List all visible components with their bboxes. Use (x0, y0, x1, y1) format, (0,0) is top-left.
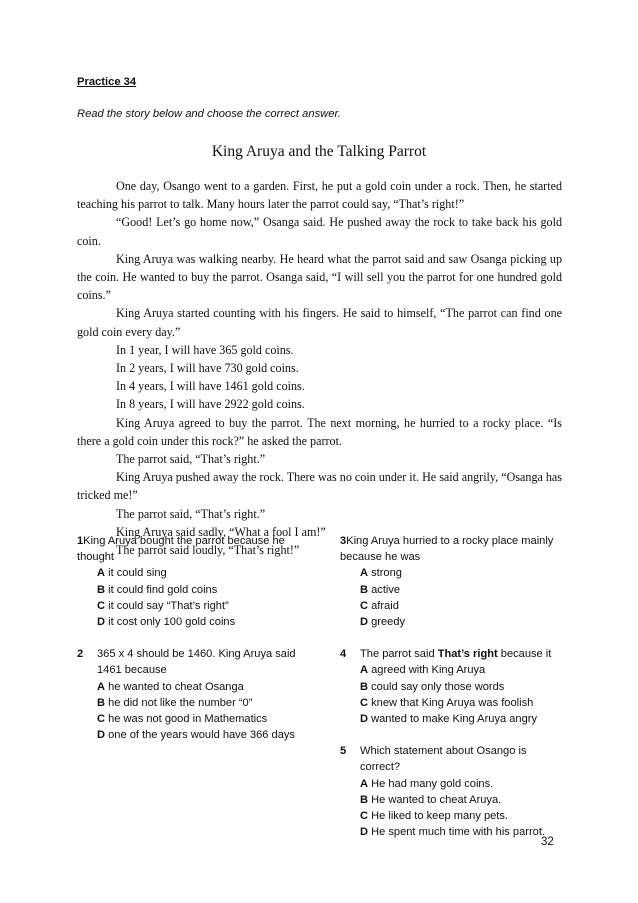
story-paragraph: King Aruya was walking nearby. He heard what the parrot said and saw Osanga picking up the coin. He wanted to buy the parrot. Osanga said, “I will sell you the parrot for one hundred gold coins.” (77, 251, 562, 303)
option-d[interactable]: D greedy (360, 616, 406, 629)
question-3 (340, 533, 565, 630)
story-paragraph: King Aruya agreed to buy the parrot. The next morning, he hurried to a rocky place. “Is there a gold coin under this rock?” he asked the parrot. (77, 415, 562, 448)
option-d[interactable]: D it cost only 100 gold coins (97, 616, 236, 629)
story-paragraph: King Aruya pushed away the rock. There was no coin under it. He said angrily, “Osanga has tricked me!” (77, 470, 562, 503)
question-number: 1 (77, 535, 84, 547)
option-a[interactable]: A He had many gold coins. (360, 777, 494, 790)
option-a[interactable]: A it could sing (97, 567, 167, 580)
story-title: King Aruya and the Talking Parrot (211, 143, 427, 160)
question-5 (340, 743, 565, 840)
question-stem: The parrot said That’s right because it (360, 648, 552, 661)
question-4 (340, 646, 565, 727)
option-b[interactable]: B active (360, 583, 401, 596)
option-d[interactable]: D wanted to make King Aruya angry (360, 713, 537, 726)
option-a[interactable]: A agreed with King Aruya (360, 664, 486, 677)
count-line: In 8 years, I will have 2922 gold coins. (116, 397, 305, 412)
question-2 (77, 646, 317, 743)
story-paragraph: The parrot said loudly, “That’s right!” (116, 543, 300, 558)
count-line: In 4 years, I will have 1461 gold coins. (116, 379, 305, 394)
story-body (77, 177, 562, 559)
option-d[interactable]: D one of the years would have 366 days (97, 729, 295, 742)
question-stem: 365 x 4 should be 1460. King Aruya said 1461 because (97, 648, 296, 677)
story-paragraph: The parrot said, “That’s right.” (116, 452, 266, 467)
option-a[interactable]: A strong (360, 567, 402, 580)
story-paragraph: One day, Osango went to a garden. First, he put a gold coin under a rock. Then, he started teaching his parrot to talk. Many hours later the parrot could say, “That’s right!” (77, 179, 562, 212)
question-1 (77, 533, 317, 630)
questions-right-column (340, 533, 565, 856)
option-b[interactable]: B it could find gold coins (97, 583, 218, 596)
option-c[interactable]: C knew that King Aruya was foolish (360, 696, 534, 709)
practice-heading: Practice 34 (77, 76, 137, 88)
story-paragraph: King Aruya started counting with his fingers. He said to himself, “The parrot can find one gold coin every day.” (77, 306, 562, 339)
question-stem: Which statement about Osango is correct? (360, 745, 527, 774)
option-c[interactable]: C afraid (360, 599, 399, 612)
page-number: 32 (541, 836, 554, 848)
questions-left-column (77, 533, 317, 759)
instruction-text: Read the story below and choose the correct answer. (77, 108, 341, 120)
option-a[interactable]: A he wanted to cheat Osanga (97, 680, 244, 693)
question-number: 3 (340, 535, 347, 547)
option-d[interactable]: D He spent much time with his parrot. (360, 826, 545, 839)
option-c[interactable]: C He liked to keep many pets. (360, 810, 509, 823)
question-stem: King Aruya bought the parrot because he thought (77, 535, 285, 564)
question-number: 4 (340, 648, 347, 661)
question-stem: King Aruya hurried to a rocky place mainly because he was (340, 535, 554, 564)
option-b[interactable]: B he did not like the number “0” (97, 696, 253, 709)
question-number: 5 (340, 745, 347, 758)
story-paragraph: The parrot said, “That’s right.” (116, 506, 266, 521)
story-paragraph: King Aruya said sadly, “What a fool I am!” (116, 524, 326, 539)
option-b[interactable]: B He wanted to cheat Aruya. (360, 793, 502, 806)
count-line: In 2 years, I will have 730 gold coins. (116, 361, 299, 376)
story-paragraph: “Good! Let’s go home now,” Osanga said. He pushed away the rock to take back his gold coin. (77, 215, 562, 248)
option-c[interactable]: C he was not good in Mathematics (97, 713, 268, 726)
count-line: In 1 year, I will have 365 gold coins. (116, 342, 294, 357)
question-number: 2 (77, 648, 84, 661)
option-c[interactable]: C it could say “That’s right” (97, 599, 229, 612)
option-b[interactable]: B could say only those words (360, 680, 505, 693)
